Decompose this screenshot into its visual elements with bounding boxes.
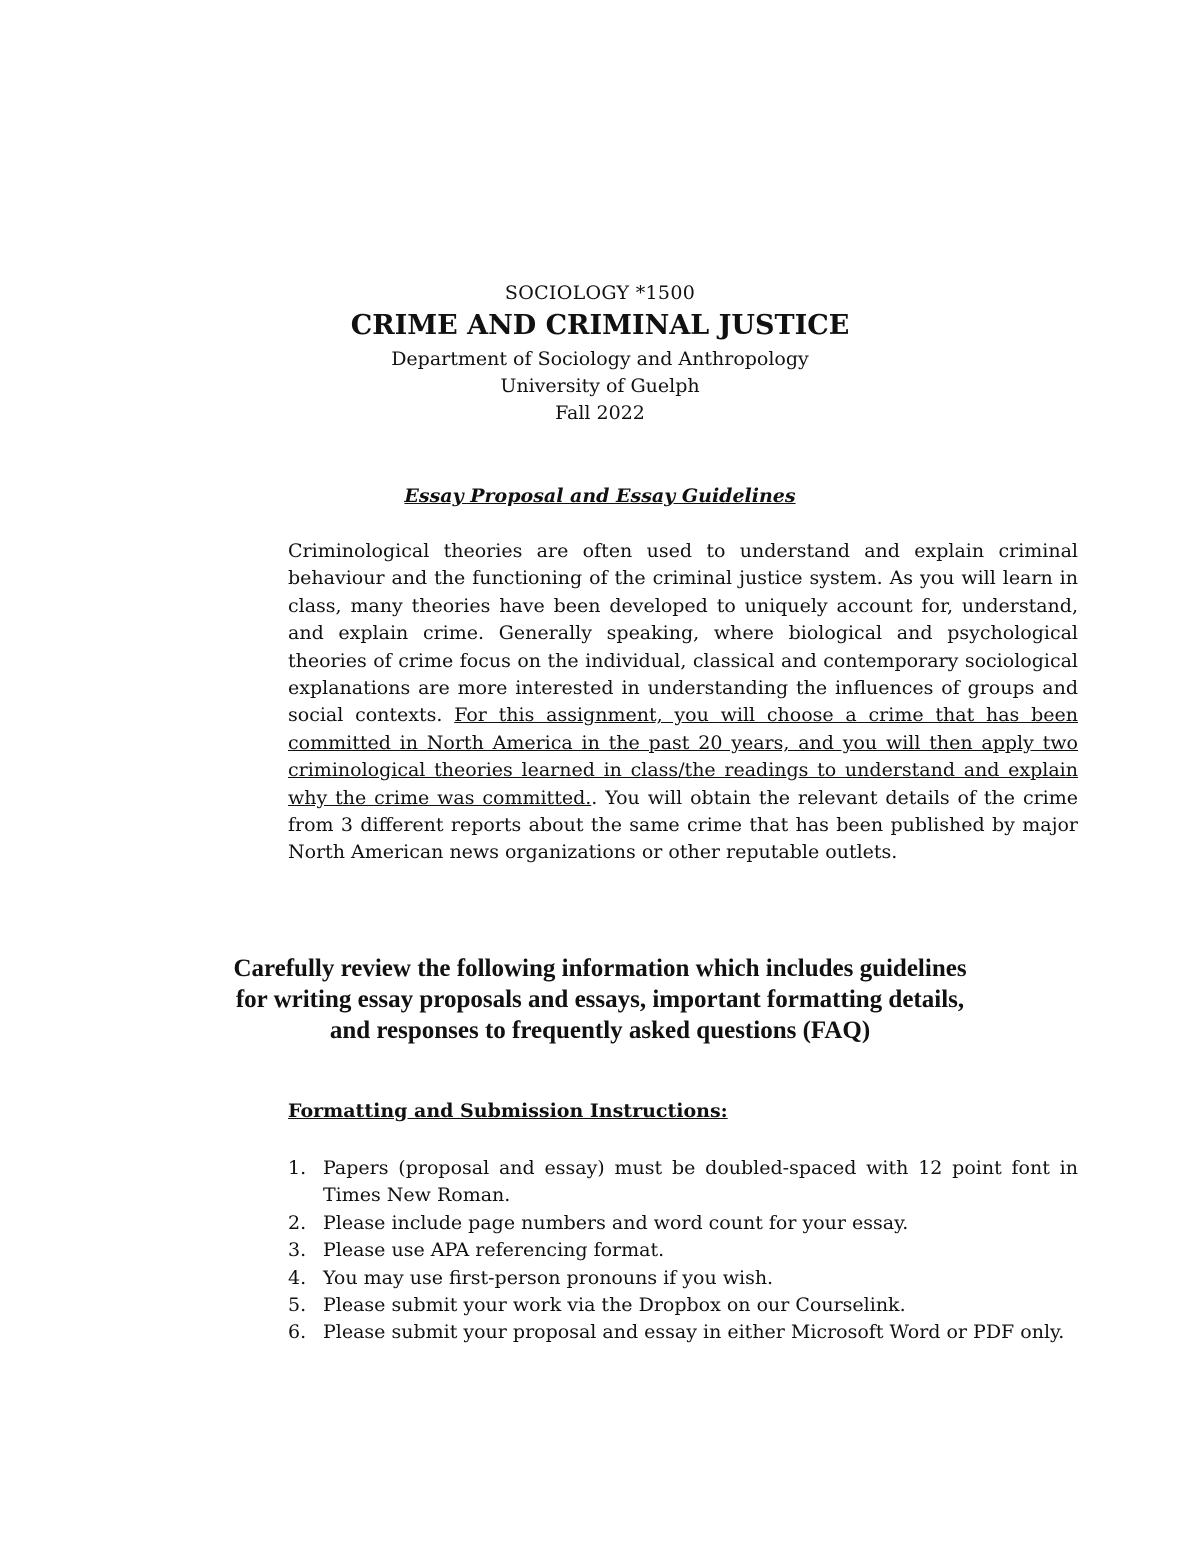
callout-line-2: for writing essay proposals and essays, important formatting details, bbox=[235, 986, 965, 1013]
formatting-instructions-list bbox=[288, 1155, 1078, 1347]
list-item-number: 4. bbox=[288, 1266, 307, 1289]
list-item-text: Please submit your proposal and essay in either Microsoft Word or PDF only. bbox=[323, 1321, 1065, 1344]
section-heading: Essay Proposal and Essay Guidelines bbox=[404, 485, 796, 507]
list-item-number: 6. bbox=[288, 1321, 307, 1344]
list-item-text: Papers (proposal and essay) must be doubled-spaced with 12 point font in Times New Roman. bbox=[323, 1157, 1078, 1207]
intro-text-part1: Criminological theories are often used to understand and explain criminal behaviour and the functioning of the criminal justice system. As you will learn in class, many theories have been developed to uniquely account for, understand, and explain crime. Generally speaking, where biological and psychological theories of crime focus on the individual, classical and contemporary sociological explanations are more interested in understanding the influences of groups and social contexts. bbox=[288, 540, 1078, 727]
term-label: Fall 2022 bbox=[555, 402, 645, 424]
list-item bbox=[288, 1265, 1078, 1292]
list-item-text: Please use APA referencing format. bbox=[323, 1239, 665, 1262]
list-item bbox=[288, 1237, 1078, 1264]
list-item-number: 2. bbox=[288, 1211, 307, 1234]
list-item bbox=[288, 1319, 1078, 1346]
review-callout bbox=[150, 953, 1050, 1046]
callout-line-3: and responses to frequently asked questions (FAQ) bbox=[329, 1017, 871, 1044]
list-item-text: Please submit your work via the Dropbox on our Courselink. bbox=[323, 1294, 906, 1317]
intro-paragraph bbox=[288, 538, 1078, 867]
course-title: CRIME AND CRIMINAL JUSTICE bbox=[350, 310, 850, 341]
list-item bbox=[288, 1155, 1078, 1210]
list-item-number: 1. bbox=[288, 1157, 307, 1179]
formatting-heading: Formatting and Submission Instructions: bbox=[288, 1100, 728, 1122]
list-item-number: 5. bbox=[288, 1294, 307, 1317]
callout-line-1: Carefully review the following information which includes guidelines bbox=[233, 955, 967, 982]
list-item bbox=[288, 1210, 1078, 1237]
course-code: SOCIOLOGY *1500 bbox=[504, 282, 696, 304]
list-item-text: Please include page numbers and word count for your essay. bbox=[323, 1211, 909, 1234]
list-item bbox=[288, 1292, 1078, 1319]
university-name: University of Guelph bbox=[500, 375, 700, 397]
department-name: Department of Sociology and Anthropology bbox=[391, 348, 809, 370]
list-item-number: 3. bbox=[288, 1239, 307, 1262]
intro-text-part2: . You will obtain the relevant details of the crime from 3 different reports about the same crime that has been published by major North American news organizations or other reputable outlets. bbox=[288, 786, 1079, 864]
list-item-text: You may use first-person pronouns if you wish. bbox=[323, 1266, 774, 1289]
intro-assignment-underlined: For this assignment, you will choose a crime that has been committed in North America in the past 20 years, and you will then apply two criminological theories learned in class/the readings to understand and explain why the crime was committed. bbox=[288, 704, 1078, 809]
